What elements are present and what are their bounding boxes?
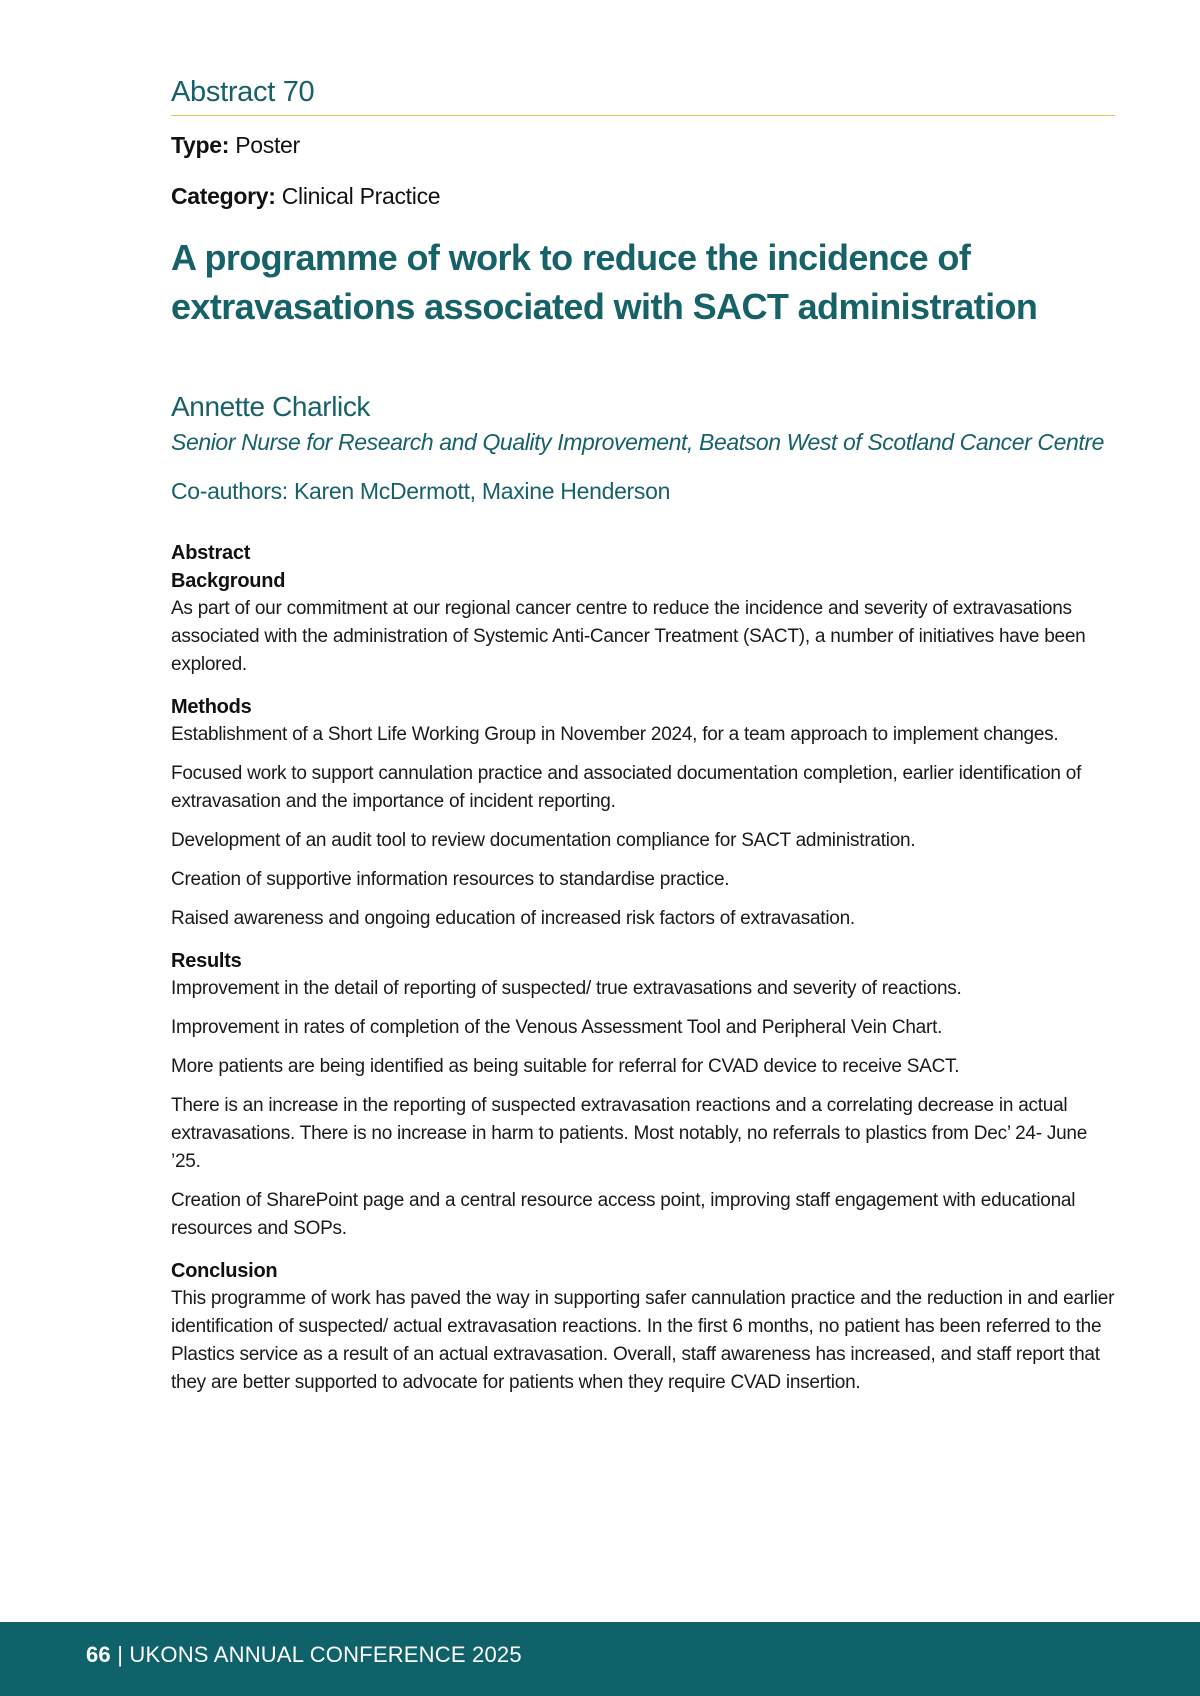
section-conclusion bbox=[171, 1257, 1115, 1397]
category-value: Clinical Practice bbox=[281, 183, 441, 209]
paragraph: More patients are being identified as being suitable for referral for CVAD device to receive SACT. bbox=[171, 1056, 960, 1077]
section-methods bbox=[171, 693, 1115, 933]
abstract-heading: Abstract bbox=[171, 542, 251, 564]
abstract-title: A programme of work to reduce the incidence of extravasations associated with SACT administration bbox=[171, 237, 1038, 327]
paragraph: Establishment of a Short Life Working Group in November 2024, for a team approach to implement changes. bbox=[171, 724, 1059, 745]
type-value: Poster bbox=[235, 132, 300, 158]
author-name: Annette Charlick bbox=[171, 391, 371, 422]
page-content bbox=[171, 76, 1115, 1397]
paragraph: Creation of supportive information resources to standardise practice. bbox=[171, 869, 730, 890]
abstract-body bbox=[171, 539, 1115, 1397]
section-heading: Results bbox=[171, 950, 242, 972]
section-heading: Background bbox=[171, 570, 286, 592]
section-background bbox=[171, 567, 1115, 679]
paragraph: Focused work to support cannulation practice and associated documentation completion, earlier identification of extravasation and the importance of incident reporting. bbox=[171, 763, 1082, 812]
paragraph: Raised awareness and ongoing education of increased risk factors of extravasation. bbox=[171, 908, 855, 929]
abstract-number: Abstract 70 bbox=[171, 76, 1115, 116]
paragraph: Improvement in rates of completion of the Venous Assessment Tool and Peripheral Vein Chart. bbox=[171, 1017, 943, 1038]
paragraph: There is an increase in the reporting of suspected extravasation reactions and a correlating decrease in actual extravasations. There is no increase in harm to patients. Most notably, no referrals to plastics from Dec’ 24- June ’25. bbox=[171, 1095, 1088, 1172]
footer-separator: | bbox=[117, 1642, 124, 1667]
category-line bbox=[171, 183, 1115, 210]
paragraph: As part of our commitment at our regional cancer centre to reduce the incidence and severity of extravasations associated with the administration of Systemic Anti-Cancer Treatment (SACT), a number of initiatives have been explored. bbox=[171, 598, 1086, 675]
paragraph: This programme of work has paved the way in supporting safer cannulation practice and the reduction in and earlier identification of suspected/ actual extravasation reactions. In the first 6 months, no patient has been referred to the Plastics service as a result of an actual extravasation. Overall, staff awareness has increased, and staff report that they are better supported to advocate for patients when they require CVAD insertion. bbox=[171, 1288, 1115, 1393]
paragraph: Improvement in the detail of reporting of suspected/ true extravasations and severity of reactions. bbox=[171, 978, 962, 999]
page-footer bbox=[0, 1622, 1200, 1696]
section-heading: Methods bbox=[171, 696, 252, 718]
paragraph: Development of an audit tool to review documentation compliance for SACT administration. bbox=[171, 830, 916, 851]
type-line bbox=[171, 132, 1115, 159]
category-label: Category: bbox=[171, 183, 276, 209]
section-results bbox=[171, 947, 1115, 1243]
page-number: 66 bbox=[86, 1642, 111, 1667]
paragraph: Creation of SharePoint page and a central resource access point, improving staff engagement with educational resources and SOPs. bbox=[171, 1190, 1076, 1239]
conference-name: UKONS ANNUAL CONFERENCE 2025 bbox=[129, 1642, 522, 1667]
author-affiliation: Senior Nurse for Research and Quality Improvement, Beatson West of Scotland Cancer Centre bbox=[171, 429, 1104, 455]
footer-text bbox=[86, 1642, 522, 1668]
section-heading: Conclusion bbox=[171, 1260, 278, 1282]
coauthors: Co-authors: Karen McDermott, Maxine Henderson bbox=[171, 478, 671, 504]
type-label: Type: bbox=[171, 132, 230, 158]
